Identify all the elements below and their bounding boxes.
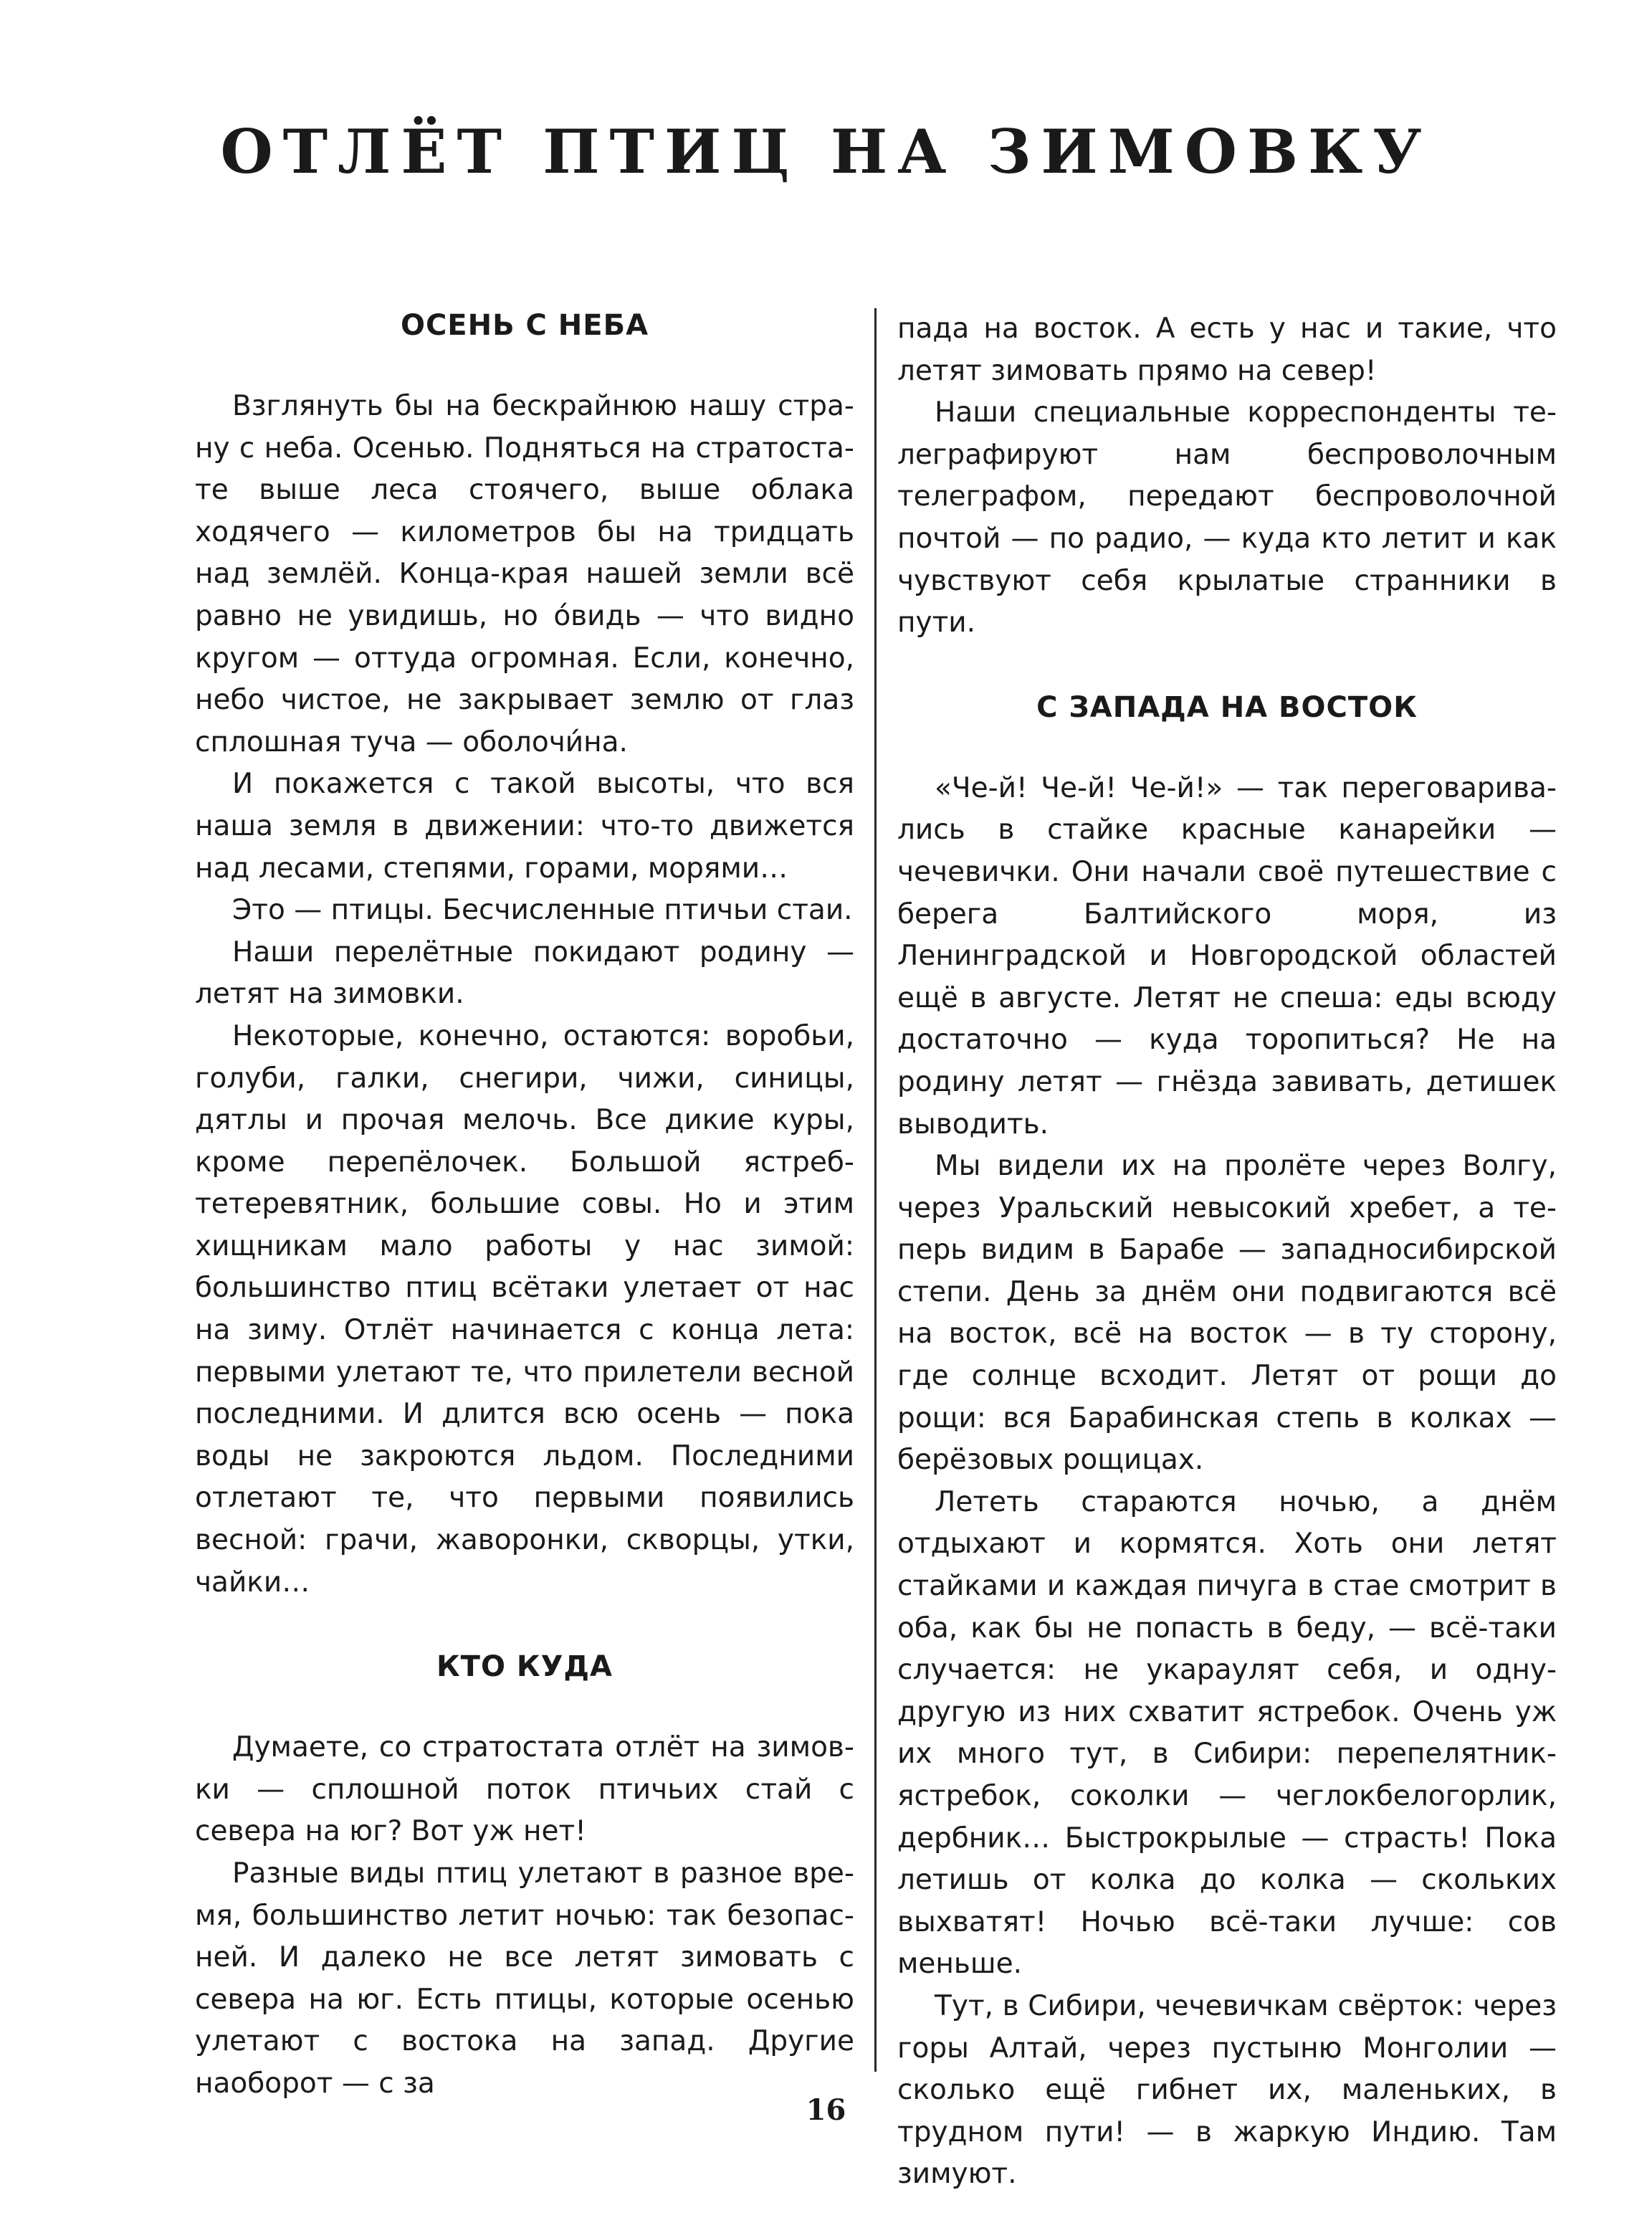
paragraph: Некоторые, конечно, остаются: воробьи, голуби, галки, снегири, чижи, синицы, дятлы и прочая мелочь. Все дикие куры, кроме перепёлочек. Большой ястреб-тетеревятник, большие совы. Но и этим хищникам мало работы у нас зимой: большинство птиц всётаки улетает от нас на зиму. Отлёт начинается с конца лета: первыми улетают те, что прилетели весной последними. И длится всю осень — пока воды не закроются льдом. Последними отлетают те, что первыми появились весной: грачи, жаворонки, скворцы, утки, чайки… bbox=[195, 1019, 854, 1599]
paragraph: Наши перелётные покидают родину — летят на зимовки. bbox=[195, 936, 854, 1011]
page-number: 16 bbox=[806, 2093, 846, 2127]
column-divider bbox=[874, 308, 877, 2072]
left-column bbox=[195, 308, 854, 2105]
paragraph: Взглянуть бы на бескрайнюю нашу страну с неба. Осенью. Подняться на стратостате выше леса стоячего, выше облака ходячего — километров бы на тридцать над землёй. Конца-края нашей земли всё равно не увидишь, но о́видь — что видно кругом — оттуда огромная. Если, конечно, небо чистое, не закрывает землю от глаз сплошная туча — оболочи́на. bbox=[195, 390, 854, 758]
paragraph: Это — птицы. Бесчисленные птичьи стаи. bbox=[232, 894, 853, 927]
paragraph: Мы видели их на пролёте через Волгу, через Уральский невысокий хребет, а теперь видим в Барабе — западносибирской степи. День за днём они подвигаются всё на восток, всё на восток — в ту сторону, где солнце всходит. Летят от рощи до рощи: вся Барабинская степь в колках — берёзовых рощицах. bbox=[897, 1150, 1557, 1477]
paragraph: «Че-й! Че-й! Че-й!» — так переговаривались в стайке красные канарейки — чечевички. Они начали своё путешествие с берега Балтийского моря, из Ленинградской и Новгородской областей ещё в августе. Летят не спеша: еды всюду достаточно — куда торопиться? Не на родину летят — гнёзда завивать, детишек выводить. bbox=[897, 771, 1557, 1141]
right-column bbox=[897, 308, 1557, 2196]
paragraph: Разные виды птиц улетают в разное время, большинство летит ночью: так безопасней. И далеко не все летят зимовать с севера на юг. Есть птицы, которые осенью улетают с востока на запад. Другие наоборот — с за bbox=[195, 1857, 854, 2100]
section-heading-osen-s-neba: ОСЕНЬ С НЕБА bbox=[400, 309, 649, 342]
section-heading-kto-kuda: КТО КУДА bbox=[436, 1650, 613, 1684]
paragraph: Лететь стараются ночью, а днём отдыхают и кормятся. Хоть они летят стайками и каждая пичуга в стае смотрит в оба, как бы не попасть в беду, — всё-таки случается: не укараулят себя, и одну-другую из них схватит ястребок. Очень уж их много тут, в Сибири: перепелятник-ястребок, соколки — чеглокбелогорлик, дербник… Быстрокрылые — страсть! Пока летишь от колка до колка — скольких выхватят! Ночью всё-таки лучше: сов меньше. bbox=[897, 1485, 1557, 1981]
paragraph: Тут, в Сибири, чечевичкам свёрток: через горы Алтай, через пустыню Монголии — сколько ещё гибнет их, маленьких, в трудном пути! — в жаркую Индию. Там зимуют. bbox=[897, 1989, 1557, 2191]
paragraph: Думаете, со стратостата отлёт на зимовки — сплошной поток птичьих стай с севера на юг? Вот уж нет! bbox=[195, 1731, 854, 1848]
paragraph: И покажется с такой высоты, что вся наша земля в движении: что-то движется над лесами, степями, горами, морями… bbox=[195, 768, 854, 885]
section-heading-s-zapada-na-vostok: С ЗАПАДА НА ВОСТОК bbox=[1036, 690, 1418, 724]
page-title: ОТЛЁТ ПТИЦ НА ЗИМОВКУ bbox=[220, 116, 1432, 187]
paragraph-continuation: пада на восток. А есть у нас и такие, что летят зимовать прямо на север! bbox=[897, 313, 1557, 387]
paragraph: Наши специальные корреспонденты телеграфируют нам беспроволочным телеграфом, передают беспроволочной почтой — по радио, — куда кто летит и как чувствуют себя крылатые странники в пути. bbox=[897, 396, 1557, 639]
